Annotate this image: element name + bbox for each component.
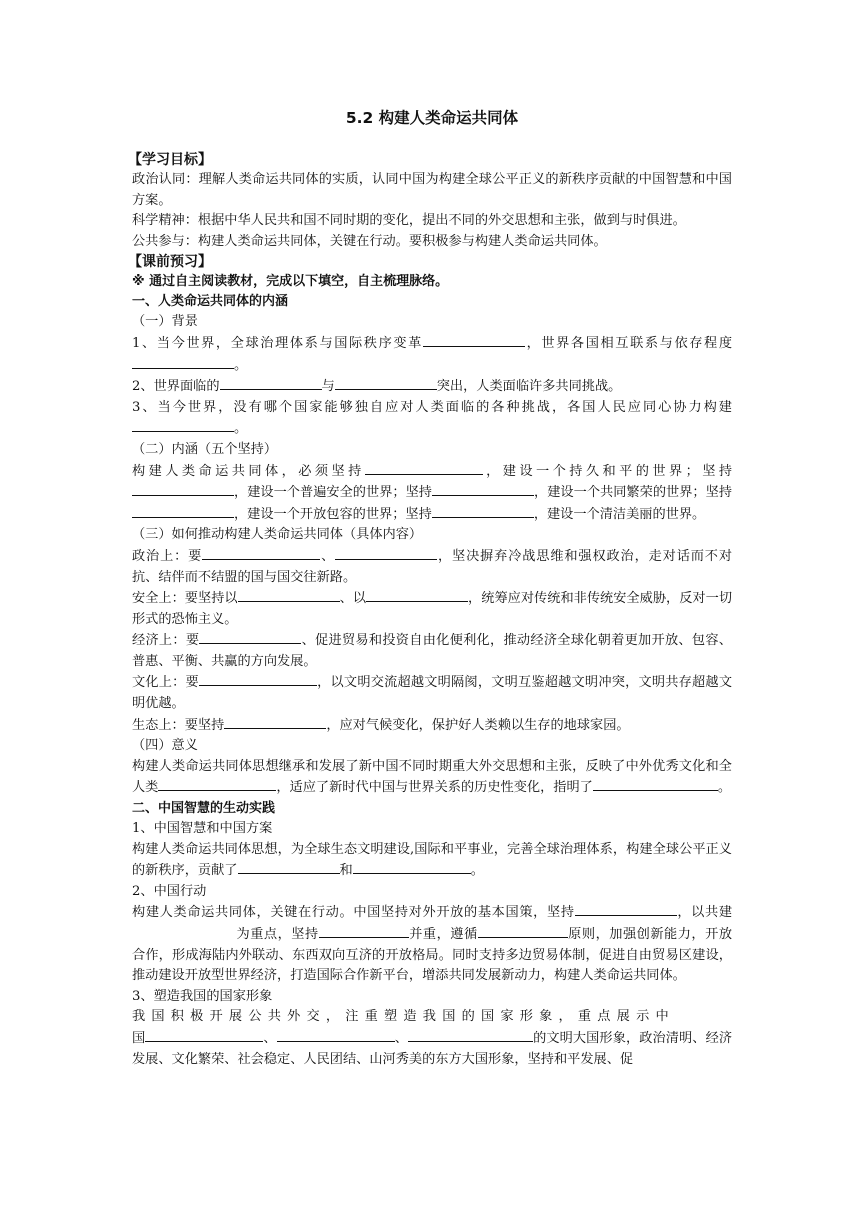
- instruction-line: ※ 通过自主阅读教材，完成以下填空，自主梳理脉络。: [132, 274, 449, 290]
- goal-public: 公共参与：构建人类命运共同体，关键在行动。要积极参与构建人类命运共同体。: [132, 233, 607, 249]
- fill-blank[interactable]: [335, 546, 437, 560]
- fill-blank[interactable]: [408, 1028, 533, 1042]
- page-title: 5.2 构建人类命运共同体: [345, 109, 519, 127]
- action-paragraph: 构建人类命运共同体，关键在行动。中国坚持对外开放的基本国策，坚持 ，以共建为重点，坚持 并重，遵循 原则，加强创新能力，开放合作，形成海陆内外联动、东西双向互济的开放格局。同时支持多边贸易体制，促进自由贸易区建设，推动建设开放型世界经济，打造国际合作新平台，增添共同发展新动力，构建人类命运共同体。: [132, 902, 732, 986]
- fill-blank[interactable]: [319, 924, 409, 938]
- fill-blank[interactable]: [220, 376, 322, 390]
- meaning-paragraph: 构建人类命运共同体思想继承和发展了新中国不同时期重大外交思想和主张，反映了中外优秀文化和全人类 ，适应了新时代中国与世界关系的历史性变化，指明了 。: [132, 758, 732, 796]
- fill-blank[interactable]: [145, 1028, 263, 1042]
- fill-blank[interactable]: [478, 924, 568, 938]
- fill-blank[interactable]: [224, 715, 326, 729]
- fill-blank[interactable]: [132, 355, 234, 369]
- fill-blank[interactable]: [132, 482, 234, 496]
- image-paragraph-line-1: 我国积极开展公共外交，注重塑造我国的国家形象，重点展示中: [132, 1009, 675, 1025]
- subheading-meaning: （四）意义: [132, 738, 198, 754]
- fill-blank[interactable]: [132, 504, 234, 518]
- subheading-wisdom: 1、中国智慧和中国方案: [132, 821, 273, 837]
- background-item-1: 1、当今世界，全球治理体系与国际秩序变革 ，世界各国相互联系与依存程度。: [132, 333, 732, 376]
- fill-blank[interactable]: [132, 418, 234, 432]
- economy-line: 经济上：要 、促进贸易和投资自由化便利化，推动经济全球化朝着更加开放、包容、普惠、平衡、共赢的方向发展。: [132, 630, 732, 672]
- learning-goals-heading: 【学习目标】: [128, 152, 212, 168]
- fill-blank[interactable]: [202, 546, 320, 560]
- subheading-background: （一）背景: [132, 314, 198, 330]
- background-item-3: 3、当今世界，没有哪个国家能够独自应对人类面临的各种挑战，各国人民应同心协力构建。: [132, 399, 732, 437]
- fill-blank[interactable]: [238, 588, 340, 602]
- section-two-heading: 二、中国智慧的生动实践: [132, 801, 276, 817]
- subheading-action: 2、中国行动: [132, 883, 207, 899]
- fill-blank[interactable]: [366, 588, 468, 602]
- security-line: 安全上：要坚持以 、以 ，统筹应对传统和非传统安全威胁，反对一切形式的恐怖主义。: [132, 588, 732, 630]
- subheading-how: （三）如何推动构建人类命运共同体（具体内容）: [132, 527, 423, 543]
- fill-blank[interactable]: [277, 1028, 395, 1042]
- background-item-2: 2、世界面临的 与 突出，人类面临许多共同挑战。: [132, 376, 732, 398]
- wisdom-paragraph: 构建人类命运共同体思想，为全球生态文明建设,国际和平事业，完善全球治理体系，构建全球公平正义的新秩序，贡献了 和 。: [132, 841, 732, 879]
- fill-blank[interactable]: [238, 860, 340, 874]
- fill-blank[interactable]: [423, 333, 525, 347]
- image-paragraph: 国 、 、 的文明大国形象，政治清明、经济发展、文化繁荣、社会稳定、人民团结、山河秀美的东方大国形象，坚持和平发展、促: [132, 1028, 732, 1070]
- goal-science: 科学精神：根据中华人民共和国不同时期的变化，提出不同的外交思想和主张，做到与时俱进。: [132, 213, 686, 229]
- preview-heading: 【课前预习】: [128, 254, 212, 271]
- worksheet-page: [128, 100, 733, 1070]
- section-one-heading: 一、人类命运共同体的内涵: [132, 294, 289, 310]
- ecology-line: 生态上：要坚持 ，应对气候变化，保护好人类赖以生存的地球家园。: [132, 715, 732, 737]
- fill-blank[interactable]: [199, 630, 301, 644]
- fill-blank[interactable]: [432, 504, 534, 518]
- connotation-paragraph: 构建人类命运共同体，必须坚持 ，建设一个持久和平的世界；坚持，建设一个普遍安全的世界；坚持 ，建设一个共同繁荣的世界；坚持，建设一个开放包容的世界；坚持 ，建设一个清洁美丽的世界。: [132, 461, 732, 526]
- fill-blank[interactable]: [365, 461, 483, 475]
- culture-line: 文化上：要 ，以文明交流超越文明隔阂，文明互鉴超越文明冲突，文明共存超越文明优越。: [132, 672, 732, 714]
- fill-blank[interactable]: [593, 777, 718, 791]
- fill-blank[interactable]: [575, 902, 677, 916]
- subheading-image: 3、塑造我国的国家形象: [132, 988, 273, 1004]
- politics-line: 政治上：要 、 ，坚决摒弃冷战思维和强权政治，走对话而不对抗、结伴而不结盟的国与国交往新路。: [132, 546, 732, 588]
- subheading-connotation: （二）内涵（五个坚持）: [132, 441, 278, 457]
- goal-political: 政治认同：理解人类命运共同体的实质，认同中国为构建全球公平正义的新秩序贡献的中国智慧和中国方案。: [132, 172, 732, 208]
- fill-blank[interactable]: [335, 376, 437, 390]
- fill-blank[interactable]: [199, 672, 317, 686]
- fill-blank[interactable]: [158, 777, 276, 791]
- fill-blank[interactable]: [353, 860, 471, 874]
- fill-blank[interactable]: [432, 482, 534, 496]
